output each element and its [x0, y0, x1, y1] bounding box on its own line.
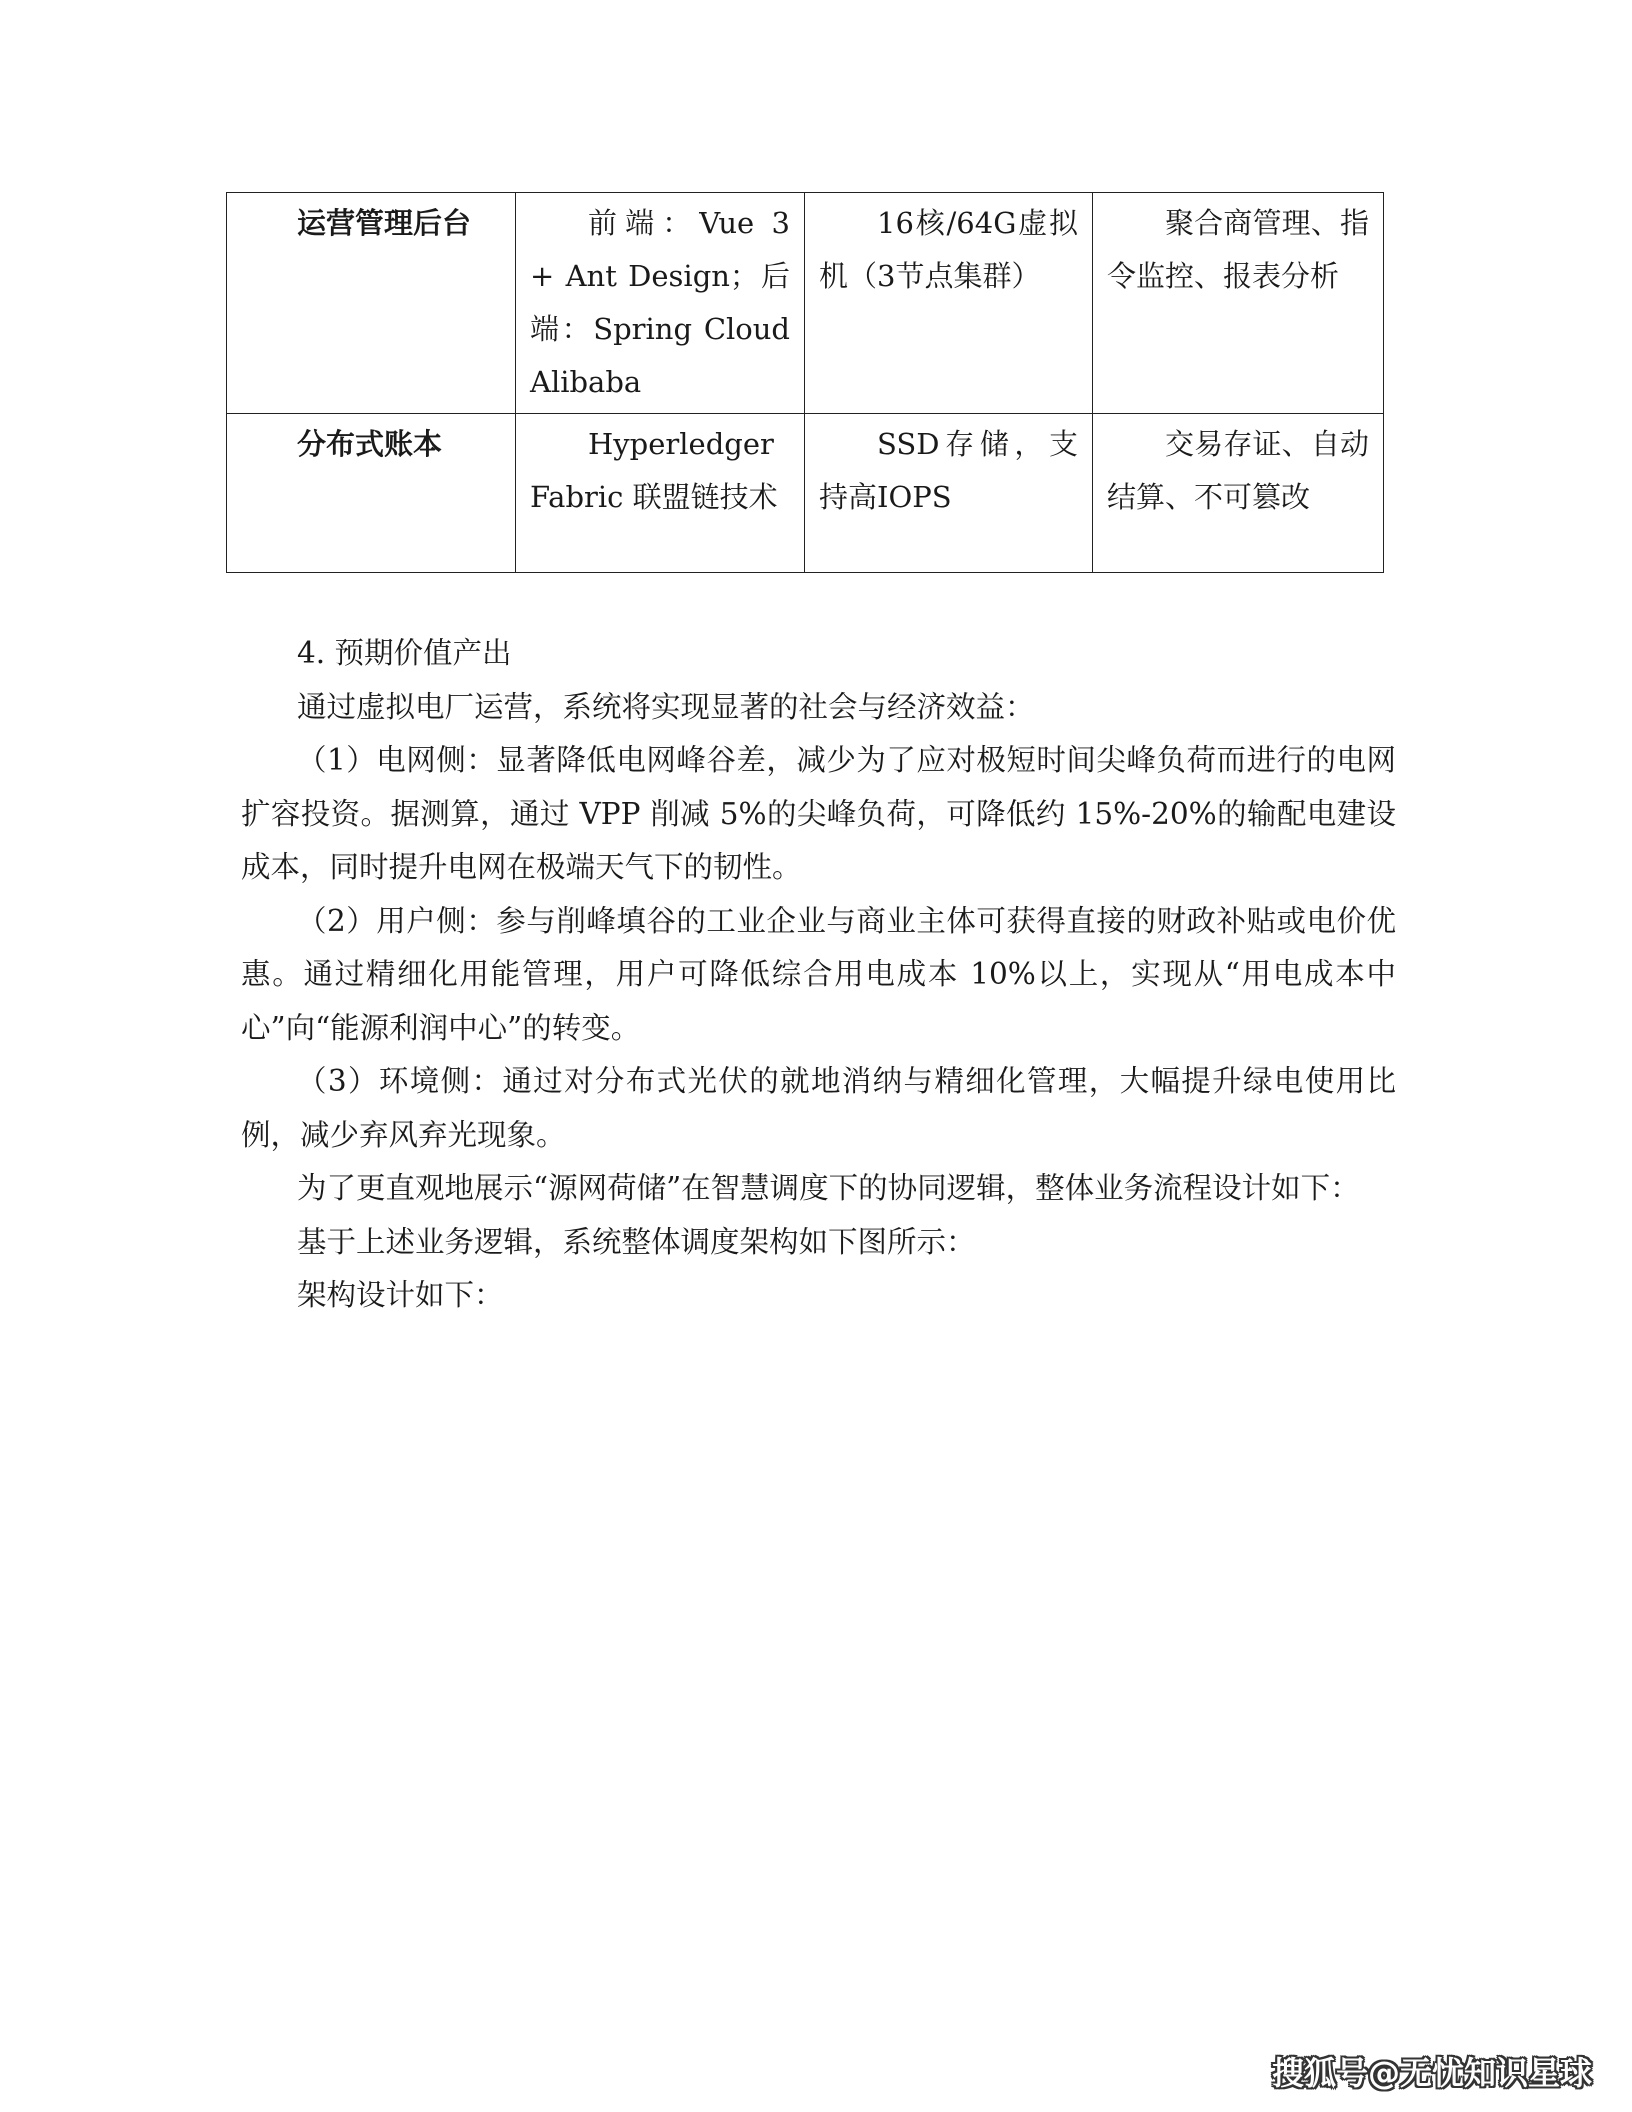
table-row	[227, 414, 1384, 573]
table-cell-component: 分布式账本	[227, 414, 516, 573]
design-paragraph: 架构设计如下：	[297, 1278, 504, 1312]
grid-side-paragraph: （1）电网侧：显著降低电网峰谷差，减少为了应对极短时间尖峰负荷而进行的电网扩容投资。据测算，通过 VPP 削减 5%的尖峰负荷，可降低约 15%-20%的输配电建设成本，同时提升电网在极端天气下的韧性。	[241, 743, 1396, 884]
table-row	[227, 193, 1384, 414]
table-cell-function: 交易存证、自动结算、不可篡改	[1093, 414, 1384, 573]
table-cell-hardware: 16核/64G虚拟机（3节点集群）	[805, 193, 1093, 414]
watermark: 搜狐号@无忧知识星球	[1271, 2054, 1592, 2092]
tech-stack-table	[226, 192, 1384, 573]
environment-side-paragraph: （3）环境侧：通过对分布式光伏的就地消纳与精细化管理，大幅提升绿电使用比例，减少弃风弃光现象。	[241, 1064, 1396, 1152]
section-heading: 4. 预期价值产出	[297, 636, 512, 670]
intro-paragraph: 通过虚拟电厂运营，系统将实现显著的社会与经济效益：	[297, 689, 1035, 724]
body-text	[241, 627, 1396, 1323]
table-cell-tech: 前端：Vue 3 + Ant Design；后端：Spring Cloud Alibaba	[516, 193, 805, 414]
table-cell-component: 运营管理后台	[227, 193, 516, 414]
table-cell-hardware: SSD存储，支持高IOPS	[805, 414, 1093, 573]
user-side-paragraph: （2）用户侧：参与削峰填谷的工业企业与商业主体可获得直接的财政补贴或电价优惠。通过精细化用能管理，用户可降低综合用电成本 10%以上，实现从“用电成本中心”向“能源利润中心”的转变。	[241, 903, 1396, 1045]
table-cell-function: 聚合商管理、指令监控、报表分析	[1093, 193, 1384, 414]
flow-paragraph: 为了更直观地展示“源网荷储”在智慧调度下的协同逻辑，整体业务流程设计如下：	[297, 1171, 1360, 1205]
table-cell-tech: Hyperledger Fabric 联盟链技术	[516, 414, 805, 573]
architecture-paragraph: 基于上述业务逻辑，系统整体调度架构如下图所示：	[297, 1224, 976, 1259]
